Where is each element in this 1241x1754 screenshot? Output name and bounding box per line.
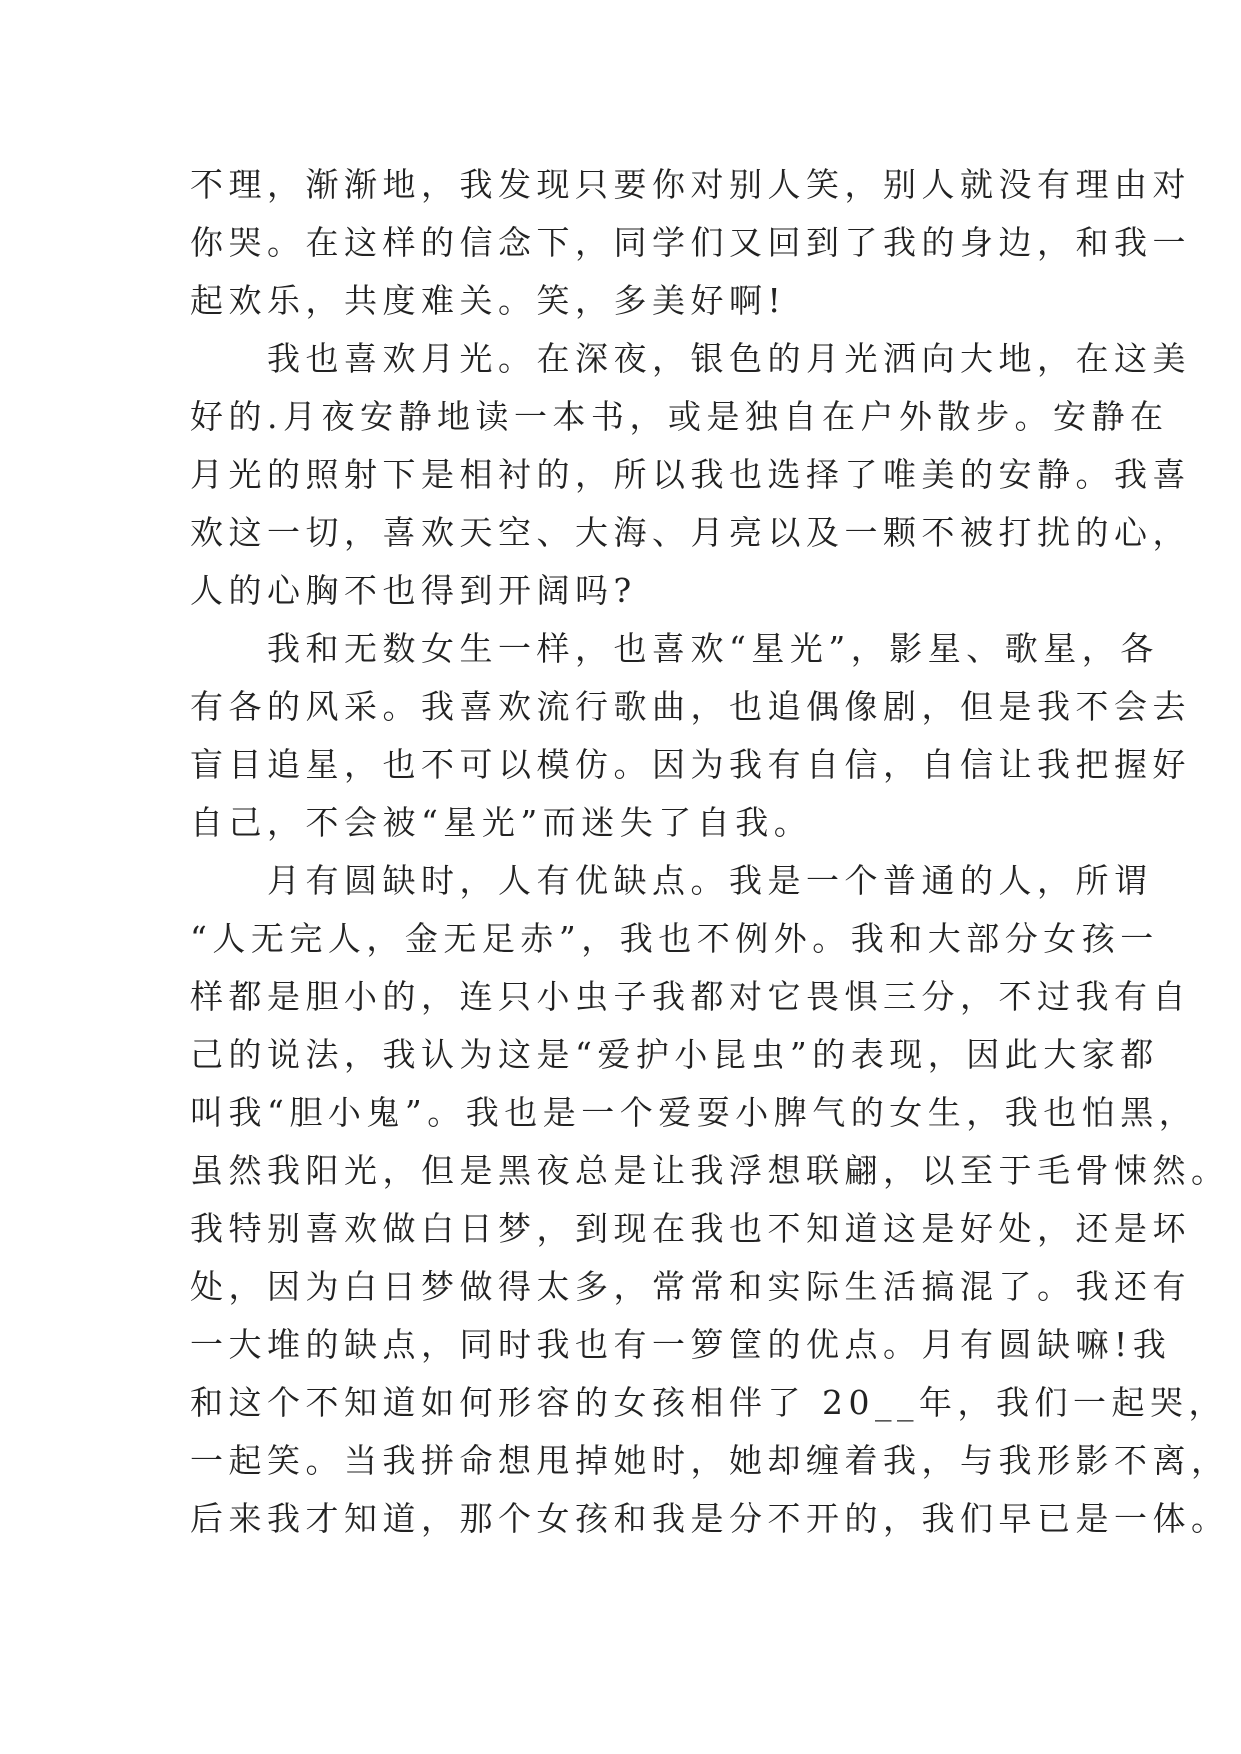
text-line: 自己，不会被“星光”而迷失了自我。: [190, 803, 813, 842]
text-line: 不理，渐渐地，我发现只要你对别人笑，别人就没有理由对: [190, 165, 1191, 204]
text-line: 叫我“胆小鬼”。我也是一个爱耍小脾气的女生，我也怕黑，: [190, 1093, 1198, 1132]
body-text: [190, 156, 1230, 1548]
text-line: 虽然我阳光，但是黑夜总是让我浮想联翩，以至于毛骨悚然。: [190, 1151, 1230, 1190]
text-line: 样都是胆小的，连只小虫子我都对它畏惧三分，不过我有自: [190, 977, 1191, 1016]
text-line: 后来我才知道，那个女孩和我是分不开的，我们早已是一体。: [190, 1499, 1230, 1538]
text-line: 有各的风采。我喜欢流行歌曲，也追偶像剧，但是我不会去: [190, 687, 1191, 726]
text-line: 一大堆的缺点，同时我也有一箩筐的优点。月有圆缺嘛!我: [190, 1325, 1172, 1364]
text-line: 处，因为白日梦做得太多，常常和实际生活搞混了。我还有: [190, 1267, 1191, 1306]
text-line: 欢这一切，喜欢天空、大海、月亮以及一颗不被打扰的心，: [190, 513, 1191, 552]
text-line: 人的心胸不也得到开阔吗?: [190, 571, 637, 610]
text-line: 我也喜欢月光。在深夜，银色的月光洒向大地，在这美: [190, 339, 1191, 378]
text-line: 一起笑。当我拼命想甩掉她时，她却缠着我，与我形影不离，: [190, 1441, 1230, 1480]
text-line: 月有圆缺时，人有优缺点。我是一个普通的人，所谓: [190, 861, 1153, 900]
text-line: “人无完人，金无足赤”，我也不例外。我和大部分女孩一: [190, 919, 1159, 958]
text-line: 我和无数女生一样，也喜欢“星光”，影星、歌星，各: [190, 629, 1159, 668]
text-line: 好的.月夜安静地读一本书，或是独自在户外散步。安静在: [190, 397, 1169, 436]
text-line: 月光的照射下是相衬的，所以我也选择了唯美的安静。我喜: [190, 455, 1191, 494]
text-line: 你哭。在这样的信念下，同学们又回到了我的身边，和我一: [190, 223, 1191, 262]
text-line: 起欢乐，共度难关。笑，多美好啊!: [190, 281, 787, 320]
text-line: 盲目追星，也不可以模仿。因为我有自信，自信让我把握好: [190, 745, 1191, 784]
text-line: 和这个不知道如何形容的女孩相伴了 20__年，我们一起哭，: [190, 1383, 1227, 1422]
text-line: 己的说法，我认为这是“爱护小昆虫”的表现，因此大家都: [190, 1035, 1159, 1074]
text-line: 我特别喜欢做白日梦，到现在我也不知道这是好处，还是坏: [190, 1209, 1191, 1248]
